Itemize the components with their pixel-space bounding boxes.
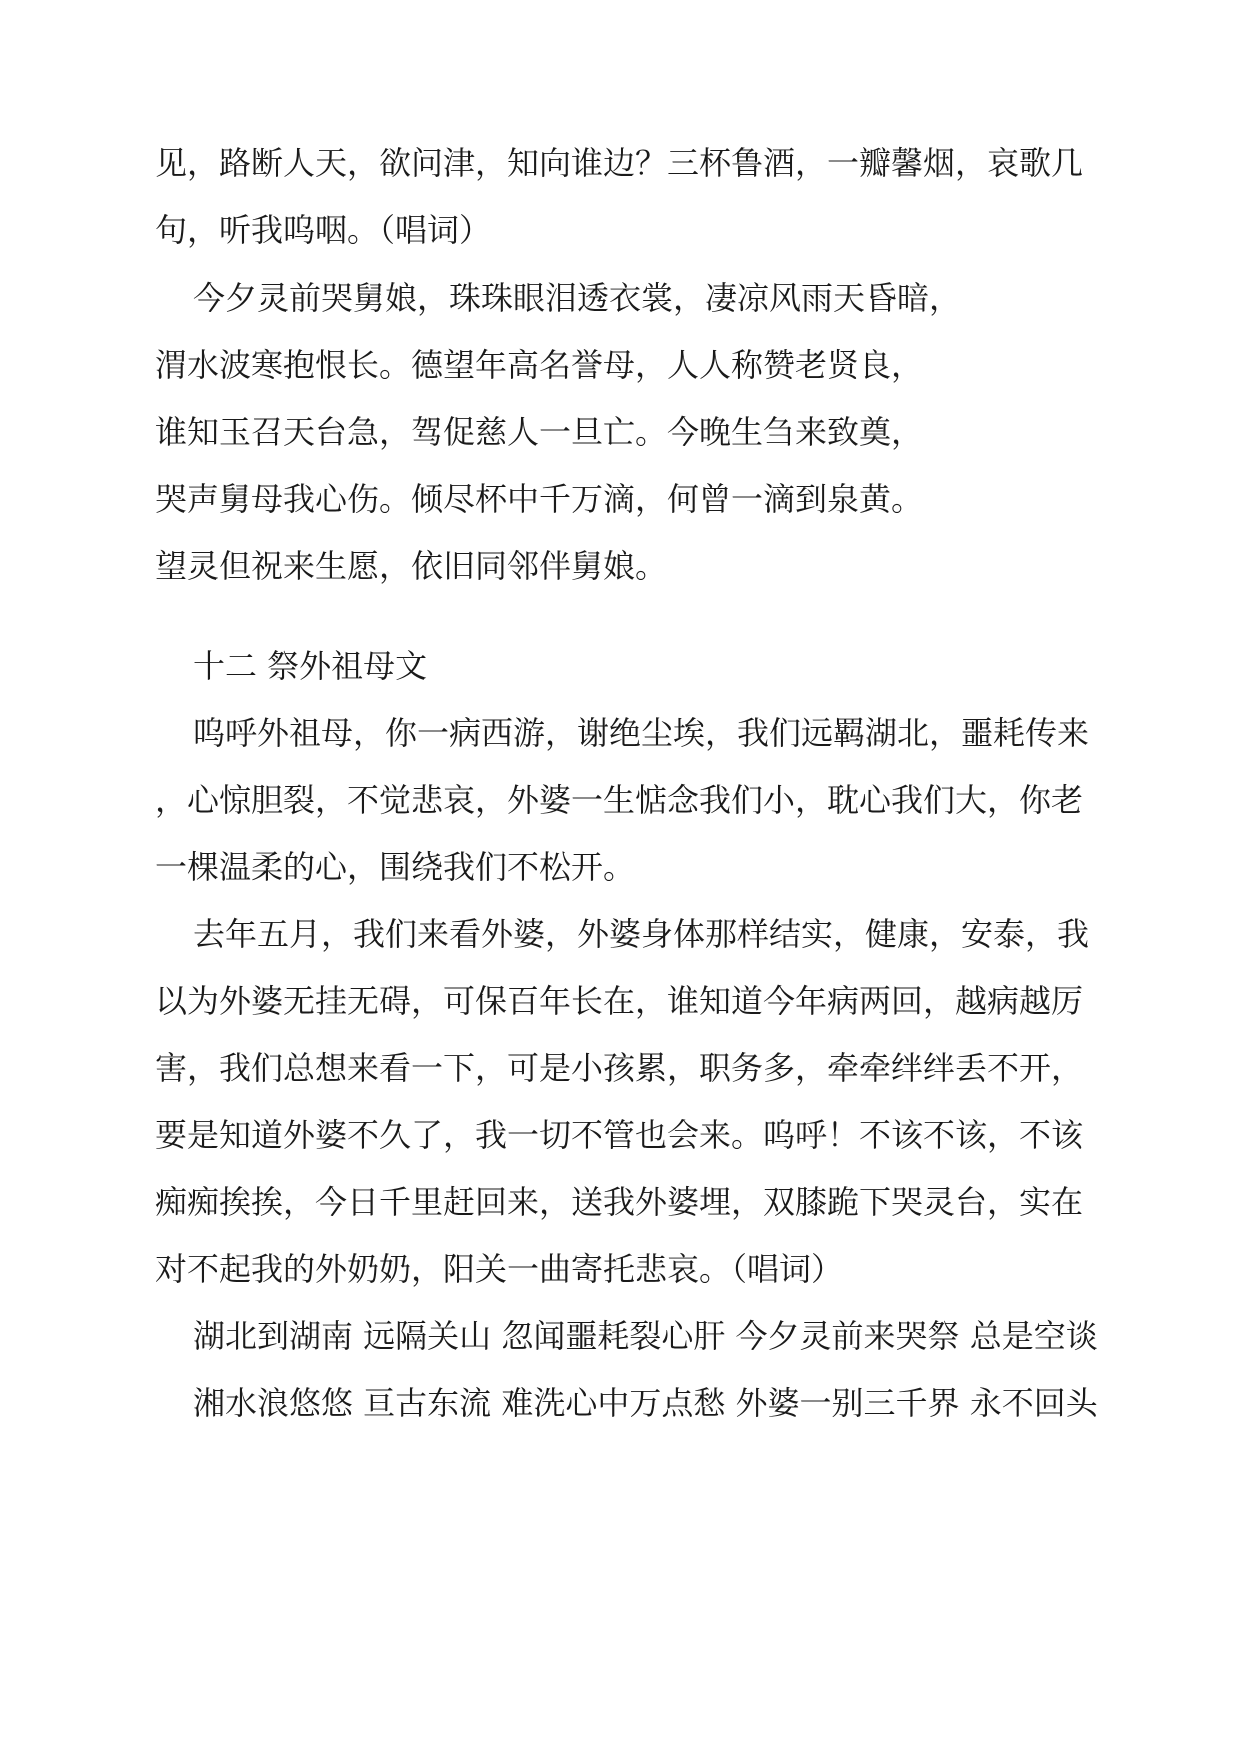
section-heading: 十二 祭外祖母文 (193, 647, 428, 685)
text-line: 哭声舅母我心伤。倾尽杯中千万滴，何曾一滴到泉黄。 (155, 480, 924, 518)
text-line: ，心惊胆裂，不觉悲哀，外婆一生惦念我们小，耽心我们大，你老 (155, 781, 1084, 819)
text-line: 对不起我的外奶奶，阳关一曲寄托悲哀。（唱词） (155, 1250, 844, 1288)
text-line: 以为外婆无挂无碍，可保百年长在，谁知道今年病两回，越病越厉 (155, 982, 1084, 1020)
text-line: 要是知道外婆不久了，我一切不管也会来。呜呼！不该不该，不该 (155, 1116, 1084, 1154)
text-line: 害，我们总想来看一下，可是小孩累，职务多，牵牵绊绊丢不开， (155, 1049, 1084, 1087)
text-line: 句，听我呜咽。（唱词） (155, 211, 492, 249)
text-line: 见，路断人天，欲问津，知向谁边？三杯鲁酒，一瓣馨烟，哀歌几 (155, 144, 1084, 182)
text-line: 谁知玉召天台急，驾促慈人一旦亡。今晚生刍来致奠， (155, 413, 924, 451)
text-line: 湘水浪悠悠 亘古东流 难洗心中万点愁 外婆一别三千界 永不回头 (193, 1384, 1098, 1422)
text-line: 渭水波寒抱恨长。德望年高名誉母，人人称赞老贤良， (155, 346, 924, 384)
text-line: 湖北到湖南 远隔关山 忽闻噩耗裂心肝 今夕灵前来哭祭 总是空谈 (193, 1317, 1098, 1355)
text-line: 痴痴挨挨，今日千里赶回来，送我外婆埋，双膝跪下哭灵台，实在 (155, 1183, 1084, 1221)
text-line: 呜呼外祖母，你一病西游，谢绝尘埃，我们远羁湖北，噩耗传来 (193, 714, 1090, 752)
text-line: 一棵温柔的心，围绕我们不松开。 (155, 848, 636, 886)
text-line: 今夕灵前哭舅娘，珠珠眼泪透衣裳，凄凉风雨天昏暗， (193, 279, 962, 317)
text-line: 望灵但祝来生愿，依旧同邻伴舅娘。 (155, 547, 668, 585)
text-line: 去年五月，我们来看外婆，外婆身体那样结实，健康，安泰，我 (193, 915, 1090, 953)
